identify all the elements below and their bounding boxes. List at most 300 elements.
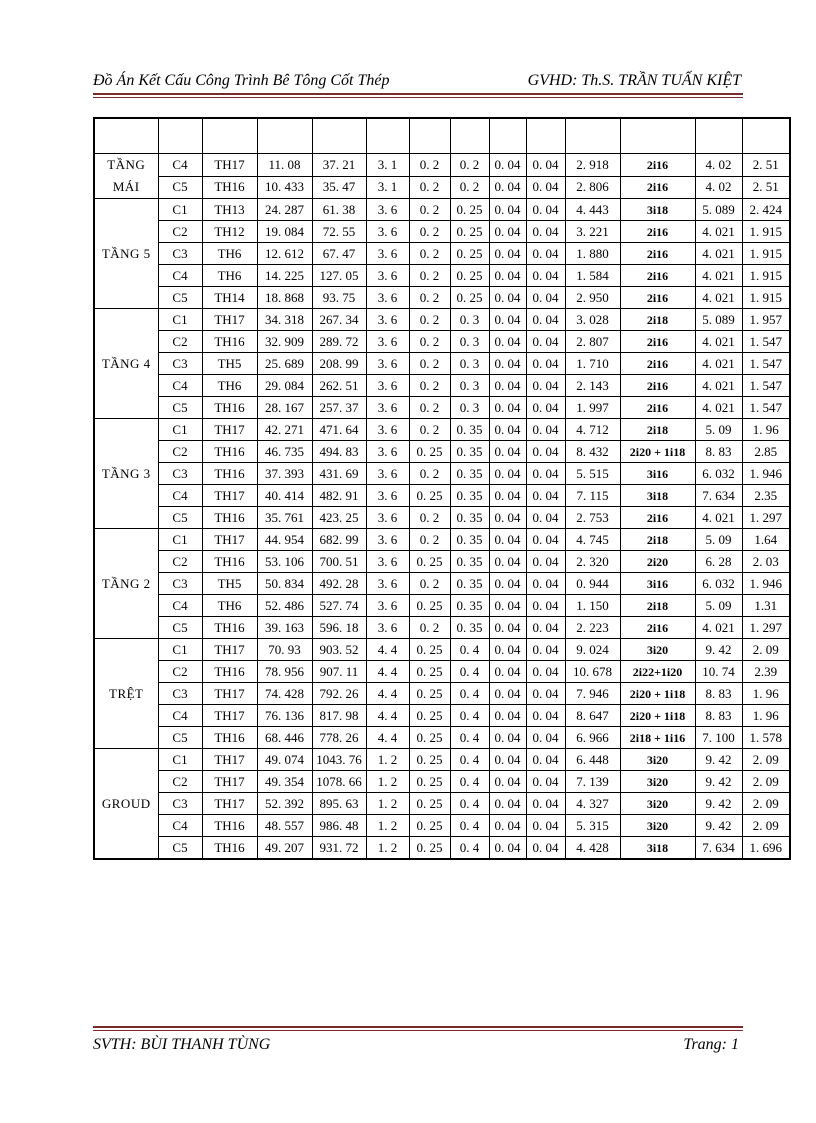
table-cell: 1. 915 [742, 265, 790, 287]
table-cell: 817. 98 [312, 705, 366, 727]
table-row [94, 793, 790, 815]
table-cell: 49. 207 [257, 837, 312, 860]
table-cell: C3 [158, 683, 202, 705]
table-cell: 0. 35 [450, 463, 489, 485]
table-cell: 6. 28 [695, 551, 742, 573]
table-cell: 0. 4 [450, 683, 489, 705]
table-cell: 0. 25 [450, 265, 489, 287]
table-cell: 2.39 [742, 661, 790, 683]
table-cell: 0. 04 [489, 331, 526, 353]
header-cell [202, 118, 257, 154]
table-cell: 28. 167 [257, 397, 312, 419]
table-cell: TH16 [202, 331, 257, 353]
column-reinforcement-table [93, 117, 791, 860]
table-cell: 3. 6 [366, 397, 409, 419]
supervisor-label: GVHD: Th.S. TRẦN TUẤN KIỆT [527, 72, 741, 89]
table-cell: 9. 42 [695, 749, 742, 771]
table-cell: 0. 04 [489, 815, 526, 837]
table-cell: 7. 634 [695, 837, 742, 860]
table-cell: 0. 25 [409, 749, 450, 771]
table-cell: 4. 712 [565, 419, 620, 441]
header-cell [695, 118, 742, 154]
table-cell: 2. 09 [742, 771, 790, 793]
table-cell: 3. 6 [366, 441, 409, 463]
table-cell: 2. 09 [742, 815, 790, 837]
table-cell: 0. 04 [489, 529, 526, 551]
table-row [94, 463, 790, 485]
table-cell: 70. 93 [257, 639, 312, 661]
table-row [94, 287, 790, 309]
table-cell: 0. 04 [489, 154, 526, 177]
table-cell: 0. 04 [526, 265, 565, 287]
table-cell: 1. 96 [742, 705, 790, 727]
table-cell: 3. 028 [565, 309, 620, 331]
table-cell: TH17 [202, 639, 257, 661]
table-cell: 4. 02 [695, 154, 742, 177]
table-cell: 3. 6 [366, 199, 409, 221]
table-cell: 9. 024 [565, 639, 620, 661]
table-cell: 4. 021 [695, 353, 742, 375]
table-cell: 0. 2 [409, 154, 450, 177]
table-cell: 4. 4 [366, 727, 409, 749]
table-cell: 4. 021 [695, 287, 742, 309]
table-cell: 0. 04 [526, 441, 565, 463]
table-cell: 4. 021 [695, 507, 742, 529]
footer-rule-thin [93, 1030, 743, 1031]
table-row [94, 199, 790, 221]
rebar-cell: 2i18 + 1i16 [620, 727, 695, 749]
table-cell: 257. 37 [312, 397, 366, 419]
table-cell: 1. 997 [565, 397, 620, 419]
table-cell: 10. 433 [257, 176, 312, 199]
table-row [94, 573, 790, 595]
table-cell: 682. 99 [312, 529, 366, 551]
table-row [94, 529, 790, 551]
rebar-cell: 2i16 [620, 331, 695, 353]
table-cell: 2. 51 [742, 176, 790, 199]
rebar-cell: 2i16 [620, 287, 695, 309]
table-cell: 8. 83 [695, 705, 742, 727]
table-cell: 10. 74 [695, 661, 742, 683]
table-cell: 431. 69 [312, 463, 366, 485]
table-cell: 0. 4 [450, 837, 489, 860]
table-cell: 0. 2 [409, 375, 450, 397]
rebar-cell: 3i20 [620, 793, 695, 815]
table-cell: 18. 868 [257, 287, 312, 309]
table-cell: 11. 08 [257, 154, 312, 177]
table-cell: TH16 [202, 617, 257, 639]
table-cell: 0. 4 [450, 815, 489, 837]
table-cell: 0. 04 [526, 705, 565, 727]
table-cell: 5. 09 [695, 419, 742, 441]
table-cell: 0. 04 [526, 243, 565, 265]
table-cell: 0. 04 [526, 221, 565, 243]
table-row [94, 749, 790, 771]
table-cell: 1. 584 [565, 265, 620, 287]
table-cell: 0. 04 [526, 199, 565, 221]
table-row [94, 309, 790, 331]
table-cell: TH17 [202, 793, 257, 815]
rebar-cell: 2i16 [620, 397, 695, 419]
table-cell: 0. 2 [409, 265, 450, 287]
table-cell: 49. 074 [257, 749, 312, 771]
table-cell: 0. 04 [526, 683, 565, 705]
header-cell [366, 118, 409, 154]
table-cell: 25. 689 [257, 353, 312, 375]
table-cell: 1. 2 [366, 793, 409, 815]
table-cell: 903. 52 [312, 639, 366, 661]
table-cell: C2 [158, 331, 202, 353]
table-cell: 7. 115 [565, 485, 620, 507]
table-header-row [94, 118, 790, 154]
table-cell: 907. 11 [312, 661, 366, 683]
table-cell: 4. 4 [366, 683, 409, 705]
table-cell: TH14 [202, 287, 257, 309]
table-row [94, 331, 790, 353]
table-cell: 44. 954 [257, 529, 312, 551]
table-cell: 0. 2 [409, 573, 450, 595]
rebar-cell: 2i16 [620, 243, 695, 265]
table-cell: 2. 807 [565, 331, 620, 353]
table-row [94, 375, 790, 397]
table-cell: TH6 [202, 243, 257, 265]
table-cell: 4. 021 [695, 243, 742, 265]
floor-label: TẦNG 2 [94, 529, 158, 639]
table-cell: 3. 6 [366, 507, 409, 529]
table-cell: 0. 04 [489, 353, 526, 375]
table-cell: 0. 944 [565, 573, 620, 595]
rebar-cell: 2i16 [620, 154, 695, 177]
table-cell: 1. 547 [742, 375, 790, 397]
table-cell: 3. 6 [366, 573, 409, 595]
floor-label: GROUD [94, 749, 158, 860]
table-cell: 0. 04 [489, 176, 526, 199]
table-cell: 52. 392 [257, 793, 312, 815]
table-cell: 32. 909 [257, 331, 312, 353]
table-cell: 267. 34 [312, 309, 366, 331]
header-cell [257, 118, 312, 154]
table-cell: 1. 297 [742, 617, 790, 639]
table-row [94, 815, 790, 837]
table-cell: C1 [158, 419, 202, 441]
table-cell: 0. 04 [526, 287, 565, 309]
table-cell: 7. 946 [565, 683, 620, 705]
rebar-cell: 2i18 [620, 419, 695, 441]
header-cell [450, 118, 489, 154]
header-cell [158, 118, 202, 154]
table-cell: 0. 04 [489, 683, 526, 705]
table-cell: TH16 [202, 815, 257, 837]
table-cell: C2 [158, 441, 202, 463]
table-cell: 40. 414 [257, 485, 312, 507]
table-cell: 0. 3 [450, 309, 489, 331]
table-cell: 0. 04 [489, 661, 526, 683]
table-cell: C1 [158, 529, 202, 551]
table-cell: 0. 25 [409, 551, 450, 573]
table-row [94, 154, 790, 177]
table-cell: 1. 946 [742, 463, 790, 485]
table-cell: 0. 04 [526, 463, 565, 485]
table-cell: TH6 [202, 375, 257, 397]
table-cell: 0. 2 [409, 199, 450, 221]
table-cell: 0. 04 [526, 154, 565, 177]
table-cell: C4 [158, 375, 202, 397]
table-cell: 2.35 [742, 485, 790, 507]
table-cell: 0. 35 [450, 595, 489, 617]
table-cell: 74. 428 [257, 683, 312, 705]
header-cell [742, 118, 790, 154]
table-cell: 35. 47 [312, 176, 366, 199]
table-cell: 2. 223 [565, 617, 620, 639]
table-cell: 53. 106 [257, 551, 312, 573]
table-row [94, 617, 790, 639]
table-cell: 986. 48 [312, 815, 366, 837]
header-cell [94, 118, 158, 154]
table-cell: 68. 446 [257, 727, 312, 749]
table-cell: 3. 6 [366, 309, 409, 331]
table-row [94, 661, 790, 683]
rebar-cell: 2i16 [620, 375, 695, 397]
table-cell: TH17 [202, 419, 257, 441]
document-title: Đồ Án Kết Cấu Công Trình Bê Tông Cốt Thép [93, 72, 390, 89]
table-cell: C4 [158, 705, 202, 727]
rebar-cell: 2i20 + 1i18 [620, 441, 695, 463]
table-cell: 0. 2 [409, 529, 450, 551]
table-cell: 1. 696 [742, 837, 790, 860]
table-cell: C5 [158, 287, 202, 309]
table-cell: 0. 4 [450, 771, 489, 793]
table-cell: TH16 [202, 837, 257, 860]
table-cell: 0. 04 [489, 705, 526, 727]
rebar-cell: 2i20 + 1i18 [620, 683, 695, 705]
table-cell: TH17 [202, 749, 257, 771]
table-cell: 0. 04 [489, 463, 526, 485]
rebar-cell: 3i20 [620, 639, 695, 661]
table-row [94, 397, 790, 419]
table-cell: TH6 [202, 595, 257, 617]
table-cell: TH16 [202, 176, 257, 199]
table-cell: 0. 04 [489, 507, 526, 529]
table-cell: C1 [158, 749, 202, 771]
table-cell: C3 [158, 243, 202, 265]
table-cell: 7. 100 [695, 727, 742, 749]
table-cell: 0. 2 [409, 397, 450, 419]
table-cell: C3 [158, 793, 202, 815]
table-cell: 0. 25 [450, 243, 489, 265]
table-cell: 0. 04 [489, 573, 526, 595]
table-cell: 4. 021 [695, 265, 742, 287]
table-row [94, 265, 790, 287]
table-cell: TH16 [202, 661, 257, 683]
table-cell: 0. 04 [489, 199, 526, 221]
table-cell: C5 [158, 837, 202, 860]
table-cell: TH5 [202, 353, 257, 375]
table-cell: 0. 04 [489, 419, 526, 441]
table-cell: 0. 2 [450, 176, 489, 199]
table-cell: 1. 880 [565, 243, 620, 265]
table-row [94, 705, 790, 727]
rebar-cell: 3i20 [620, 771, 695, 793]
table-cell: 3. 221 [565, 221, 620, 243]
table-cell: 0. 25 [409, 793, 450, 815]
table-cell: 24. 287 [257, 199, 312, 221]
rebar-cell: 2i20 + 1i18 [620, 705, 695, 727]
table-cell: 0. 04 [526, 507, 565, 529]
table-cell: 3. 6 [366, 485, 409, 507]
header-cell [312, 118, 366, 154]
student-label: SVTH: BÙI THANH TÙNG [93, 1036, 271, 1053]
table-cell: 895. 63 [312, 793, 366, 815]
table-cell: 0. 04 [526, 661, 565, 683]
table-cell: 0. 04 [489, 595, 526, 617]
table-cell: 3. 6 [366, 331, 409, 353]
table-cell: 0. 2 [409, 309, 450, 331]
table-cell: 72. 55 [312, 221, 366, 243]
table-cell: 2. 03 [742, 551, 790, 573]
table-cell: 3. 6 [366, 551, 409, 573]
table-cell: 8. 83 [695, 441, 742, 463]
rebar-cell: 2i16 [620, 265, 695, 287]
table-cell: 46. 735 [257, 441, 312, 463]
table-cell: 0. 04 [489, 793, 526, 815]
table-cell: 3. 6 [366, 265, 409, 287]
table-row [94, 771, 790, 793]
table-cell: 0. 2 [409, 221, 450, 243]
table-cell: C5 [158, 507, 202, 529]
table-cell: 0. 04 [526, 309, 565, 331]
table-cell: 1. 150 [565, 595, 620, 617]
table-cell: TH16 [202, 507, 257, 529]
table-cell: 0. 04 [526, 375, 565, 397]
table-cell: 29. 084 [257, 375, 312, 397]
rebar-cell: 2i22+1i20 [620, 661, 695, 683]
footer-rule [93, 1026, 743, 1028]
table-cell: 0. 04 [526, 573, 565, 595]
table-cell: 0. 04 [489, 837, 526, 860]
table-cell: 0. 35 [450, 419, 489, 441]
table-cell: 0. 35 [450, 507, 489, 529]
table-row [94, 639, 790, 661]
table-cell: 1. 946 [742, 573, 790, 595]
table-cell: 1078. 66 [312, 771, 366, 793]
header-cell [565, 118, 620, 154]
table-cell: 0. 04 [526, 639, 565, 661]
table-row [94, 485, 790, 507]
table-cell: 12. 612 [257, 243, 312, 265]
table-row [94, 419, 790, 441]
table-cell: C1 [158, 309, 202, 331]
table-cell: 0. 2 [409, 463, 450, 485]
table-cell: TH16 [202, 727, 257, 749]
table-cell: 700. 51 [312, 551, 366, 573]
page-header [93, 70, 743, 92]
rebar-cell: 2i18 [620, 529, 695, 551]
table-cell: 0. 25 [409, 683, 450, 705]
table-cell: 0. 04 [489, 485, 526, 507]
table-cell: 0. 25 [409, 727, 450, 749]
table-cell: 0. 2 [409, 331, 450, 353]
table-cell: 492. 28 [312, 573, 366, 595]
table-cell: 50. 834 [257, 573, 312, 595]
table-cell: 0. 04 [526, 551, 565, 573]
table-cell: 792. 26 [312, 683, 366, 705]
table-cell: C3 [158, 353, 202, 375]
table-cell: 5. 09 [695, 595, 742, 617]
table-cell: TH6 [202, 265, 257, 287]
table-cell: 0. 04 [526, 727, 565, 749]
table-cell: 0. 04 [489, 441, 526, 463]
table-cell: 1. 547 [742, 331, 790, 353]
rebar-cell: 3i20 [620, 749, 695, 771]
table-cell: 0. 04 [489, 309, 526, 331]
table-cell: 4. 327 [565, 793, 620, 815]
page-footer [93, 1034, 743, 1056]
table-cell: 3. 1 [366, 154, 409, 177]
table-cell: 1. 547 [742, 397, 790, 419]
table-cell: 2. 51 [742, 154, 790, 177]
table-cell: 35. 761 [257, 507, 312, 529]
rebar-cell: 2i16 [620, 617, 695, 639]
table-cell: 4. 4 [366, 661, 409, 683]
table-cell: 37. 21 [312, 154, 366, 177]
table-cell: 1.64 [742, 529, 790, 551]
table-cell: 7. 139 [565, 771, 620, 793]
table-cell: 2. 143 [565, 375, 620, 397]
table-cell: 1.31 [742, 595, 790, 617]
table-cell: 0. 35 [450, 485, 489, 507]
table-cell: 9. 42 [695, 815, 742, 837]
table-cell: 0. 04 [526, 331, 565, 353]
table-cell: 3. 6 [366, 287, 409, 309]
table-cell: 1. 915 [742, 221, 790, 243]
table-cell: 0. 04 [489, 551, 526, 573]
table-cell: 1. 710 [565, 353, 620, 375]
table-cell: 3. 6 [366, 243, 409, 265]
table-cell: 527. 74 [312, 595, 366, 617]
table-cell: 4. 021 [695, 617, 742, 639]
table-cell: C5 [158, 727, 202, 749]
table-cell: 262. 51 [312, 375, 366, 397]
table-cell: 2. 320 [565, 551, 620, 573]
table-cell: 0. 04 [489, 771, 526, 793]
table-row [94, 727, 790, 749]
table-cell: 4. 4 [366, 705, 409, 727]
table-cell: 10. 678 [565, 661, 620, 683]
table-cell: 78. 956 [257, 661, 312, 683]
table-cell: 289. 72 [312, 331, 366, 353]
table-cell: 0. 35 [450, 573, 489, 595]
table-cell: 0. 04 [526, 353, 565, 375]
table-cell: TH5 [202, 573, 257, 595]
table-cell: C4 [158, 265, 202, 287]
table-cell: 0. 25 [450, 221, 489, 243]
table-cell: C4 [158, 815, 202, 837]
floor-label: TẦNG 3 [94, 419, 158, 529]
table-cell: 2. 806 [565, 176, 620, 199]
table-cell: 19. 084 [257, 221, 312, 243]
table-cell: 39. 163 [257, 617, 312, 639]
table-cell: 3. 6 [366, 463, 409, 485]
table-cell: C2 [158, 661, 202, 683]
table-cell: 2. 424 [742, 199, 790, 221]
table-cell: 127. 05 [312, 265, 366, 287]
table-cell: 0. 04 [526, 529, 565, 551]
table-cell: 1. 915 [742, 287, 790, 309]
table-cell: TH17 [202, 485, 257, 507]
table-cell: 0. 04 [489, 727, 526, 749]
table-cell: 8. 432 [565, 441, 620, 463]
table-cell: 0. 04 [526, 793, 565, 815]
